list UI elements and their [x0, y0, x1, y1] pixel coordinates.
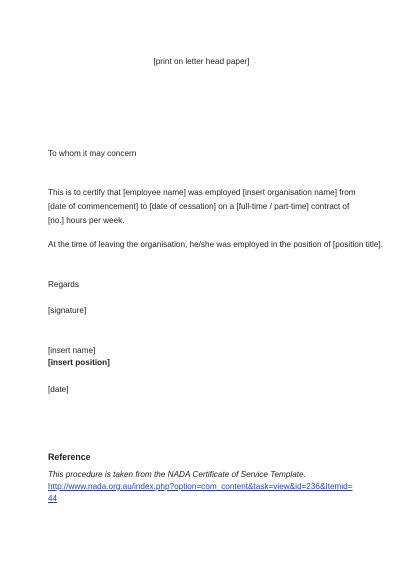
reference-link[interactable]: http://www.nada.org.au/index.php?option=com_content&task=view&id=236&Itemid= — [48, 482, 353, 491]
reference-link-continuation[interactable]: 44 — [48, 494, 58, 503]
signature-placeholder: [signature] — [48, 306, 87, 315]
closing: Regards — [48, 280, 79, 289]
date-placeholder: [date] — [48, 385, 69, 394]
letterhead-note: [print on letter head paper] — [153, 57, 250, 66]
name-placeholder: [insert name] — [48, 346, 96, 355]
position-placeholder: [insert position] — [48, 358, 110, 367]
salutation: To whom it may concern — [48, 149, 137, 158]
reference-text: This procedure is taken from the NADA Certificate of Service Template. — [48, 470, 306, 479]
certification-paragraph: This is to certify that [employee name] was employed [insert organisation name] from [date of commencement] to [date of cessation] on a [full-time / part-time] contract of [no.] hours per week. — [48, 188, 356, 225]
position-paragraph: At the time of leaving the organisation, he/she was employed in the position of [position title]. — [48, 240, 383, 249]
reference-heading: Reference — [48, 452, 91, 462]
